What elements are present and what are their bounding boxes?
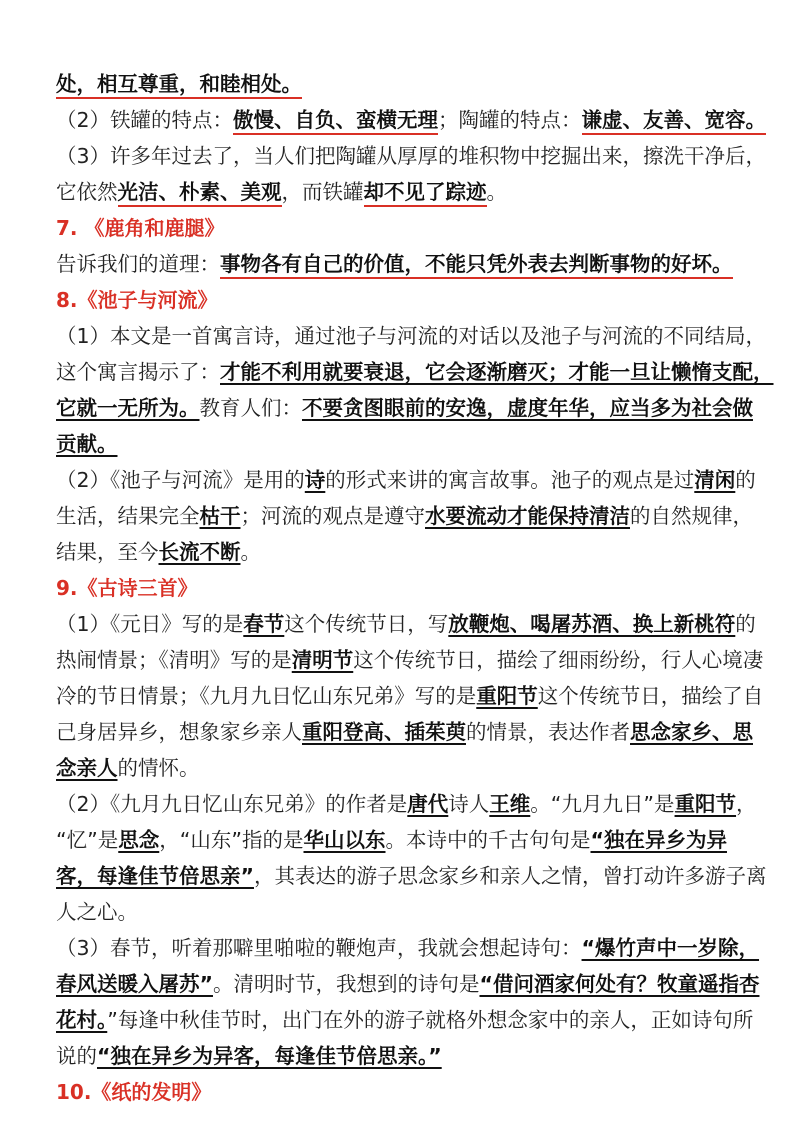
answer-underlined: 枯干	[199, 504, 241, 528]
text-run: 冷的节日情景；《九月九日忆山东兄弟》写的是	[56, 684, 477, 708]
text-run: 热闹情景；《清明》写的是	[56, 648, 292, 672]
answer-underlined: 客，每逢佳节倍思亲”	[56, 864, 254, 888]
answer-underlined: 唐代	[407, 792, 449, 816]
text-run: 人之心。	[56, 900, 138, 924]
answer-underlined: 春节	[243, 612, 285, 636]
answer-underlined: 它就一无所为。	[56, 396, 200, 420]
answer-underlined: 事物各有自己的价值，不能只凭外表去判断事物的好坏。	[220, 252, 733, 279]
answer-underlined: 华山以东	[303, 828, 386, 852]
text-line	[56, 534, 754, 570]
text-line	[56, 894, 754, 930]
text-line	[56, 822, 754, 858]
text-run: 的情景，表达作者	[466, 720, 630, 744]
text-run: 生活，结果完全	[56, 504, 200, 528]
answer-underlined: 春风送暖入屠苏”	[56, 972, 213, 996]
text-run: ；河流的观点是遵守	[240, 504, 425, 528]
text-line	[56, 102, 767, 138]
text-run: 这个寓言揭示了：	[56, 360, 220, 384]
text-line	[56, 1038, 754, 1074]
section-heading-7: 7. 《鹿角和鹿腿》	[56, 216, 225, 240]
text-run: （1）《元日》写的是	[56, 612, 244, 636]
text-run: （1）本文是一首寓言诗，通过池子与河流的对话以及池子与河流的不同结局，	[56, 324, 767, 348]
answer-underlined: 诗	[304, 468, 326, 492]
text-run: 教育人们：	[199, 396, 302, 420]
text-line	[56, 246, 754, 282]
answer-underlined: 花村。	[56, 1008, 108, 1032]
text-run: 。本诗中的千古句句是	[385, 828, 591, 852]
text-run: 它依然	[56, 180, 118, 204]
text-run: 。“九月九日”是	[530, 792, 675, 816]
answer-underlined: 重阳登高、插茱萸	[302, 720, 466, 744]
answer-underlined: “独在异乡为异客，每逢佳节倍思亲。”	[97, 1044, 442, 1068]
text-line	[56, 66, 754, 102]
answer-underlined: 清闲	[694, 468, 736, 492]
text-line	[56, 930, 760, 966]
text-line	[56, 498, 754, 534]
text-run: 己身居异乡，想象家乡亲人	[56, 720, 302, 744]
answer-underlined: 长流不断	[158, 540, 241, 564]
text-line	[56, 426, 754, 462]
text-run: 说的	[56, 1044, 97, 1068]
answer-underlined: 清明节	[291, 648, 354, 672]
text-line	[56, 750, 754, 786]
answer-underlined: 不要贪图眼前的安逸，虚度年华，应当多为社会做	[302, 396, 753, 420]
text-line	[56, 174, 754, 210]
answer-underlined: 重阳节	[476, 684, 538, 708]
answer-underlined: 谦虚、友善、宽容。	[582, 108, 767, 135]
text-run: 的情怀。	[117, 756, 200, 780]
text-line	[56, 858, 767, 894]
answer-underlined: 思念家乡、思	[630, 720, 753, 744]
text-run: 告诉我们的道理：	[56, 252, 220, 276]
text-run: “忆”是	[56, 828, 119, 852]
text-line	[56, 462, 754, 498]
text-run: ，而铁罐	[281, 180, 364, 204]
text-line	[56, 354, 774, 390]
section-heading-8: 8.《池子与河流》	[56, 288, 218, 312]
answer-underlined: 思念	[118, 828, 160, 852]
text-run: 这个传统节日，描绘了自	[537, 684, 764, 708]
text-line	[56, 966, 760, 1002]
text-run: 。	[486, 180, 507, 204]
answer-underlined: 水要流动才能保持清洁	[425, 504, 630, 528]
text-run: 诗人	[448, 792, 490, 816]
answer-underlined: “借问酒家何处有？牧童遥指杏	[479, 972, 760, 996]
text-run: 的	[735, 468, 756, 492]
answer-underlined: “独在异乡为异	[590, 828, 727, 852]
text-run: 这个传统节日，写	[284, 612, 449, 636]
text-run: ”每逢中秋佳节时，出门在外的游子就格外想念家中的亲人，正如诗句所	[107, 1008, 754, 1032]
text-run: 这个传统节日，描绘了细雨纷纷，行人心境凄	[353, 648, 764, 672]
text-run: 。	[240, 540, 261, 564]
answer-underlined: “爆竹声中一岁除，	[581, 936, 760, 960]
section-heading-9: 9.《古诗三首》	[56, 576, 198, 600]
text-run: 的形式来讲的寓言故事。池子的观点是过	[325, 468, 695, 492]
text-run: ，其表达的游子思念家乡和亲人之情，曾打动许多游子离	[253, 864, 767, 888]
text-run: （2）《池子与河流》是用的	[56, 468, 305, 492]
text-run: 结果，至今	[56, 540, 159, 564]
text-line	[56, 138, 767, 174]
answer-underlined: 贡献。	[56, 432, 118, 456]
text-line	[56, 678, 764, 714]
text-run: ；陶罐的特点：	[438, 108, 582, 132]
text-run: 的自然规律，	[630, 504, 753, 528]
answer-underlined: 傲慢、自负、蛮横无理	[233, 108, 438, 135]
text-run: （3）许多年过去了，当人们把陶罐从厚厚的堆积物中挖掘出来，擦洗干净后，	[56, 144, 767, 168]
answer-underlined: 放鞭炮、喝屠苏酒、换上新桃符	[448, 612, 736, 636]
answer-underlined: 却不见了踪迹	[364, 180, 487, 207]
text-line	[56, 642, 764, 678]
text-line	[56, 714, 754, 750]
section-heading-10: 10.《纸的发明》	[56, 1080, 212, 1104]
text-line	[56, 606, 754, 642]
text-run: （2）《九月九日忆山东兄弟》的作者是	[56, 792, 408, 816]
text-line	[56, 390, 754, 426]
answer-underlined: 处，相互尊重，和睦相处。	[56, 72, 302, 99]
text-run: （2）铁罐的特点：	[56, 108, 234, 132]
answer-underlined: 才能不利用就要衰退，它会逐渐磨灭；才能一旦让懒惰支配，	[220, 360, 774, 384]
text-line	[56, 1002, 754, 1038]
text-run: ，“山东”指的是	[159, 828, 304, 852]
text-run: ，	[736, 792, 757, 816]
text-line	[56, 786, 757, 822]
answer-underlined: 光洁、朴素、美观	[118, 180, 282, 207]
answer-underlined: 王维	[489, 792, 531, 816]
text-run: 的	[735, 612, 756, 636]
text-run: （3）春节，听着那噼里啪啦的鞭炮声，我就会想起诗句：	[56, 936, 582, 960]
text-run: 。清明时节，我想到的诗句是	[212, 972, 480, 996]
answer-underlined: 重阳节	[674, 792, 737, 816]
text-line	[56, 318, 767, 354]
answer-underlined: 念亲人	[56, 756, 118, 780]
